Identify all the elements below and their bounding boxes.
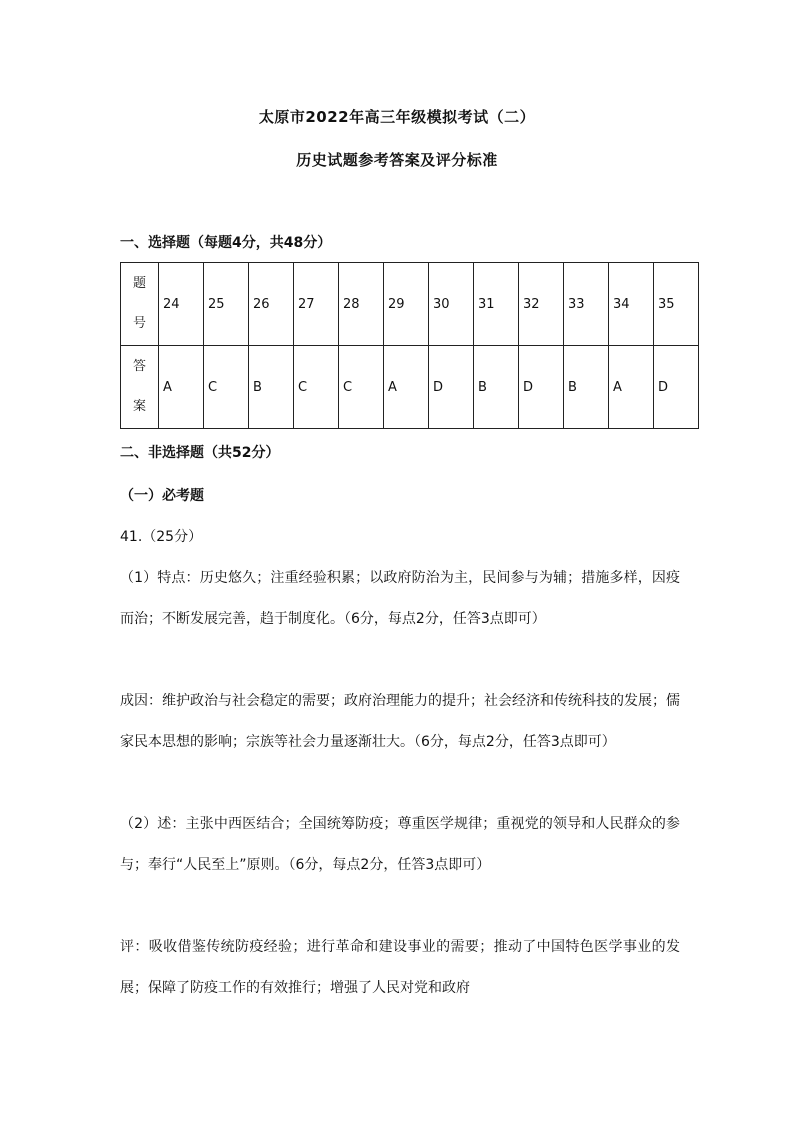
answer-cell: D: [429, 346, 474, 429]
answer-cell: D: [519, 346, 564, 429]
answer-cell: C: [204, 346, 249, 429]
label-char: 题: [132, 276, 146, 291]
answer-cell: B: [474, 346, 519, 429]
answer-table: [120, 262, 699, 429]
section-multiple-choice-heading: 一、选择题（每题4分，共48分）: [120, 235, 332, 251]
section-non-choice-heading: 二、非选择题（共52分）: [120, 445, 280, 461]
answer-paragraph: 评：吸收借鉴传统防疫经验；进行革命和建设事业的需要；推动了中国特色医学事业的发展；保障了防疫工作的有效推行；增强了人民对党和政府: [120, 939, 680, 996]
question-number-row: [121, 263, 699, 346]
answer-cell: A: [384, 346, 429, 429]
answer-cell: A: [609, 346, 654, 429]
answer-cell: D: [654, 346, 699, 429]
answer-row: [121, 346, 699, 429]
answer-cell: C: [339, 346, 384, 429]
question-number-cell: 30: [429, 263, 474, 346]
exam-title: 太原市2022年高三年级模拟考试（二）: [258, 108, 536, 126]
answer-label: [121, 346, 159, 429]
question-number-cell: 28: [339, 263, 384, 346]
answer-key-title: 历史试题参考答案及评分标准: [296, 151, 498, 169]
label-char: 答: [132, 359, 146, 374]
answer-cell: B: [564, 346, 609, 429]
question-number-cell: 35: [654, 263, 699, 346]
question-number-cell: 31: [474, 263, 519, 346]
question-41-label: 41.（25分）: [120, 529, 203, 545]
label-char: 案: [132, 399, 146, 414]
answer-paragraph: 成因：维护政治与社会稳定的需要；政府治理能力的提升；社会经济和传统科技的发展；儒家民本思想的影响；宗族等社会力量逐渐壮大。（6分，每点2分，任答3点即可）: [120, 693, 680, 750]
question-number-cell: 26: [249, 263, 294, 346]
question-number-cell: 25: [204, 263, 249, 346]
question-number-cell: 24: [159, 263, 204, 346]
required-questions-heading: （一）必考题: [120, 488, 204, 504]
answer-paragraph: （2）述：主张中西医结合；全国统筹防疫；尊重医学规律；重视党的领导和人民群众的参与；奉行“人民至上”原则。（6分，每点2分，任答3点即可）: [120, 816, 680, 873]
answer-paragraph: （1）特点：历史悠久；注重经验积累；以政府防治为主，民间参与为辅；措施多样，因疫而治；不断发展完善，趋于制度化。（6分，每点2分，任答3点即可）: [120, 570, 680, 627]
answer-cell: A: [159, 346, 204, 429]
question-number-cell: 29: [384, 263, 429, 346]
answer-cell: C: [294, 346, 339, 429]
question-number-cell: 34: [609, 263, 654, 346]
question-number-cell: 32: [519, 263, 564, 346]
question-number-cell: 33: [564, 263, 609, 346]
question-number-label: [121, 263, 159, 346]
label-char: 号: [132, 316, 146, 331]
answer-cell: B: [249, 346, 294, 429]
question-number-cell: 27: [294, 263, 339, 346]
